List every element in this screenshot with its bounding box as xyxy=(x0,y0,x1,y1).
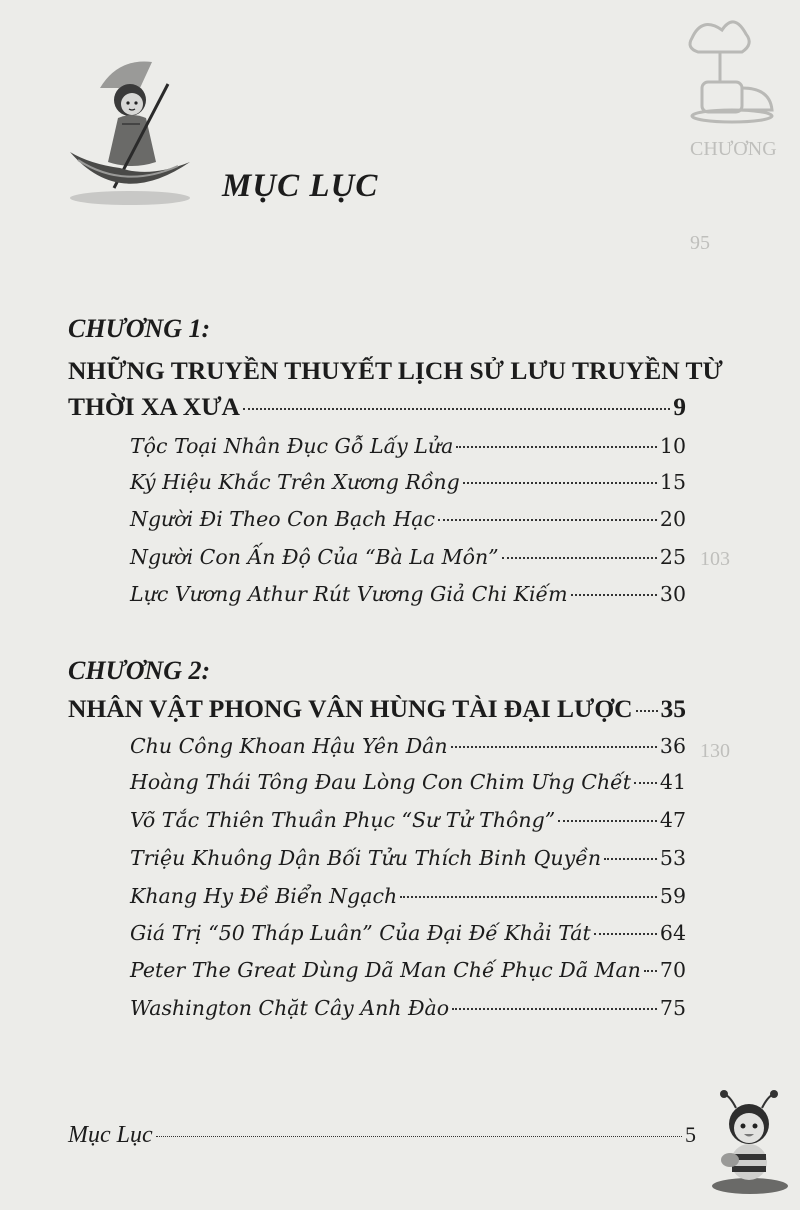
toc-entry-page: 25 xyxy=(659,545,686,569)
toc-entry-title: Chu Công Khoan Hậu Yên Dân xyxy=(130,734,448,758)
toc-entry-title: Triệu Khuông Dận Bối Tửu Thích Binh Quyền xyxy=(130,846,602,870)
toc-entry-page: 41 xyxy=(659,770,686,794)
bleed-through-text: 103 xyxy=(700,548,730,570)
bleed-through-text: 95 xyxy=(690,232,710,254)
toc-entry-page: 20 xyxy=(659,507,686,531)
toc-entry-title: Peter The Great Dùng Dã Man Chế Phục Dã Man xyxy=(130,958,641,982)
toc-entry-page: 75 xyxy=(659,996,686,1020)
page-title: MỤC LỤC xyxy=(222,168,379,204)
toc-entry-page: 36 xyxy=(659,734,686,758)
dot-leader xyxy=(636,709,658,712)
page-number: 5 xyxy=(685,1122,696,1147)
toc-entry[interactable] xyxy=(130,808,686,832)
chapter-1-label: CHƯƠNG 1: xyxy=(68,314,211,343)
chapter-1-heading-line1: NHỮNG TRUYỀN THUYẾT LỊCH SỬ LƯU TRUYỀN TỪ xyxy=(68,356,723,385)
toc-entry[interactable] xyxy=(130,958,686,982)
toc-entry-title: Khang Hy Đề Biển Ngạch xyxy=(130,884,398,908)
chapter-1-heading-line2: THỜI XA XƯA xyxy=(68,392,240,421)
dot-leader xyxy=(502,556,657,559)
toc-entry[interactable] xyxy=(130,996,686,1020)
toc-entry-page: 30 xyxy=(659,582,686,606)
toc-entry-title: Hoàng Thái Tông Đau Lòng Con Chim Ưng Chết xyxy=(130,770,632,794)
dot-leader xyxy=(558,819,657,822)
chapter-1-heading-row[interactable] xyxy=(68,392,686,422)
toc-entry-page: 70 xyxy=(659,958,686,982)
toc-entry-title: Giá Trị “50 Tháp Luân” Của Đại Đế Khải Tát xyxy=(130,921,591,945)
chapter-2-label: CHƯƠNG 2: xyxy=(68,656,211,685)
toc-entry-title: Ký Hiệu Khắc Trên Xương Rồng xyxy=(130,470,460,494)
dot-leader xyxy=(644,969,657,972)
bleed-through-text: 130 xyxy=(700,740,730,762)
chapter-2-heading-page: 35 xyxy=(660,694,686,723)
dot-leader xyxy=(400,895,657,898)
toc-entry-page: 10 xyxy=(659,434,686,458)
toc-entry[interactable] xyxy=(130,507,686,531)
toc-entry-page: 59 xyxy=(659,884,686,908)
dot-leader xyxy=(634,781,657,784)
toc-entry[interactable] xyxy=(130,921,686,945)
toc-entry[interactable] xyxy=(130,770,686,794)
girl-on-leaf-boat-illustration xyxy=(60,48,200,208)
toc-entry-title: Lực Vương Athur Rút Vương Giả Chi Kiếm xyxy=(130,582,568,606)
toc-entry[interactable] xyxy=(130,884,686,908)
dot-leader xyxy=(456,445,657,448)
toc-entry[interactable] xyxy=(130,470,686,494)
toc-entry-page: 53 xyxy=(659,846,686,870)
toc-entry[interactable] xyxy=(130,582,686,606)
dot-leader xyxy=(571,593,657,596)
toc-entry-title: Người Con Ấn Độ Của “Bà La Môn” xyxy=(130,545,499,569)
bee-mascot-illustration xyxy=(706,1086,796,1196)
toc-entry-title: Washington Chặt Cây Anh Đào xyxy=(130,996,450,1020)
toc-entry[interactable] xyxy=(130,734,686,758)
bleed-through-text: CHƯƠNG xyxy=(690,138,777,160)
dot-leader xyxy=(452,1007,657,1010)
toc-entry[interactable] xyxy=(130,846,686,870)
toc-entry[interactable] xyxy=(130,545,686,569)
dot-leader xyxy=(604,857,657,860)
lamp-illustration xyxy=(672,8,782,128)
footer-label: Mục Lục xyxy=(68,1122,153,1148)
dot-leader xyxy=(438,518,657,521)
chapter-2-heading-line1: NHÂN VẬT PHONG VÂN HÙNG TÀI ĐẠI LƯỢC xyxy=(68,694,633,723)
dot-leader xyxy=(594,932,657,935)
dot-leader xyxy=(451,745,657,748)
chapter-2-heading-row[interactable] xyxy=(68,694,686,724)
toc-entry-title: Người Đi Theo Con Bạch Hạc xyxy=(130,507,435,531)
toc-entry-page: 47 xyxy=(659,808,686,832)
toc-entry[interactable] xyxy=(130,434,686,458)
page-footer xyxy=(68,1122,696,1149)
toc-entry-page: 64 xyxy=(659,921,686,945)
dot-leader xyxy=(243,407,670,410)
dot-leader xyxy=(463,481,657,484)
toc-entry-page: 15 xyxy=(659,470,686,494)
toc-entry-title: Võ Tắc Thiên Thuần Phục “Sư Tử Thông” xyxy=(130,808,556,832)
dot-leader xyxy=(156,1135,682,1137)
toc-entry-title: Tộc Toại Nhân Đục Gỗ Lấy Lửa xyxy=(130,434,454,458)
chapter-1-heading-page: 9 xyxy=(673,392,686,421)
